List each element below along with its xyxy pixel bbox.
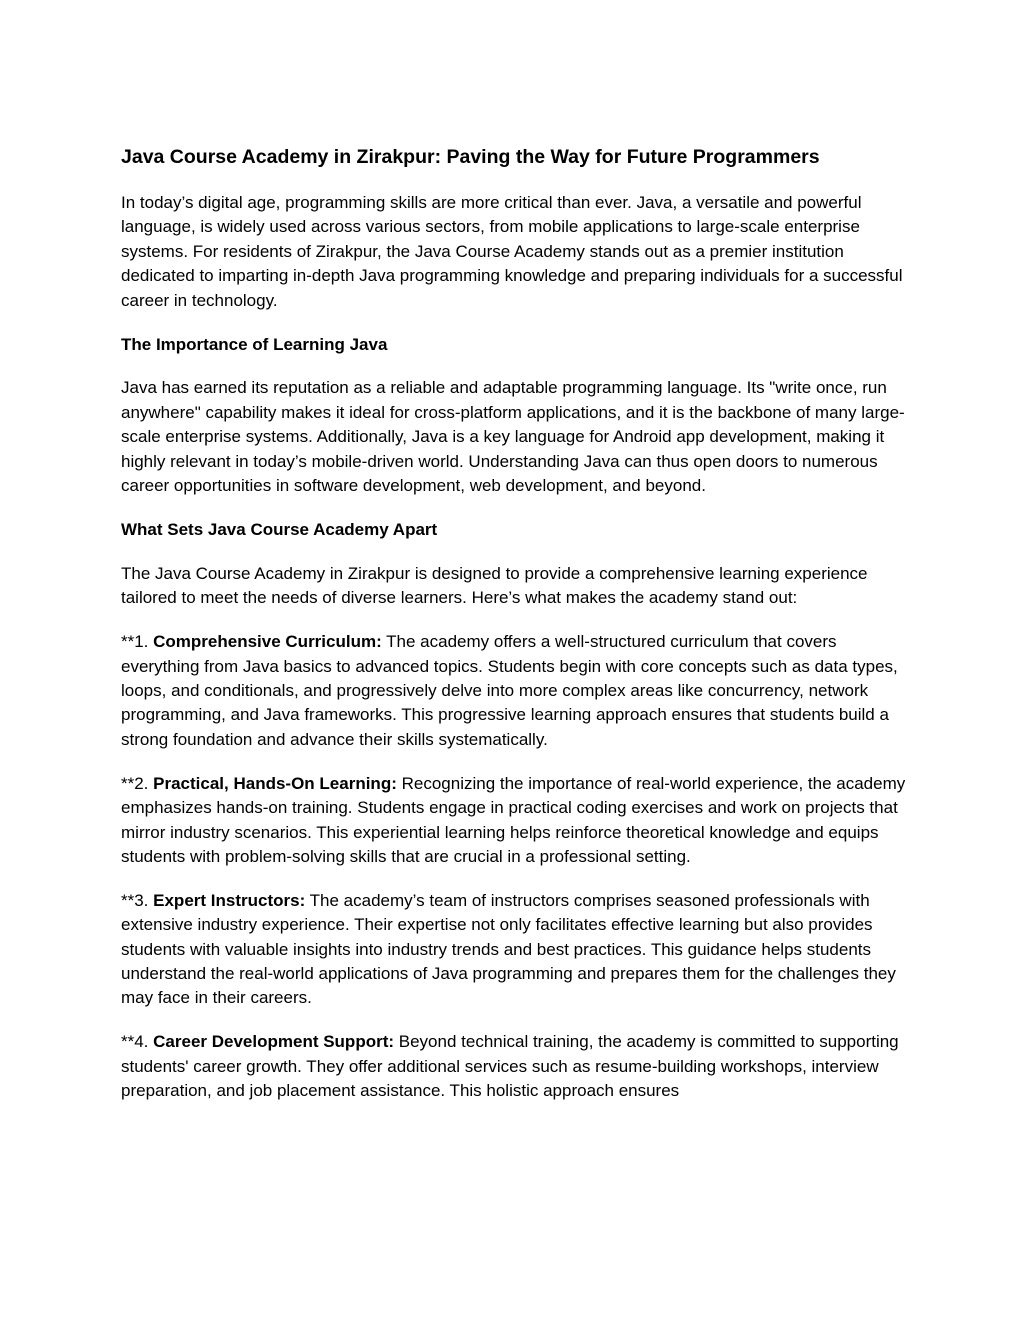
section-heading-importance: The Importance of Learning Java — [121, 334, 388, 354]
list-item-career-support — [121, 1030, 911, 1103]
intro-paragraph: In today’s digital age, programming skills are more critical than ever. Java, a versatile and powerful language, is widely used across various sectors, from mobile applications to large-scale enterprise systems. For residents of Zirakpur, the Java Course Academy stands out as a premier institution dedicated to imparting in-depth Java programming knowledge and preparing individuals for a successful career in technology. — [121, 193, 903, 310]
list-item-curriculum — [121, 630, 911, 752]
item-text: Beyond technical training, the academy is committed to supporting students' career growth. They offer additional services such as resume-building workshops, interview preparation, and job placement assistance. This holistic approach ensures — [121, 1032, 899, 1101]
list-item-hands-on — [121, 772, 911, 870]
item-prefix: **2. — [121, 773, 154, 793]
item-text: The academy’s team of instructors comprises seasoned professionals with extensive industry experience. Their expertise not only facilitates effective learning but also provides students with valuable insights into industry trends and best practices. This guidance helps students understand the real-world applications of Java programming and prepares them for the challenges they may face in their careers. — [121, 890, 896, 1008]
importance-paragraph: Java has earned its reputation as a reliable and adaptable programming language. Its "write once, run anywhere" capability makes it ideal for cross-platform applications, and it is the backbone of many large-scale enterprise systems. Additionally, Java is a key language for Android app development, making it highly relevant in today’s mobile-driven world. Understanding Java can thus open doors to numerous career opportunities in software development, web development, and beyond. — [121, 378, 905, 496]
item-lead: Expert Instructors: — [153, 890, 306, 910]
item-lead: Comprehensive Curriculum: — [153, 632, 382, 652]
apart-paragraph: The Java Course Academy in Zirakpur is designed to provide a comprehensive learning experience tailored to meet the needs of diverse learners. Here’s what makes the academy stand out: — [121, 563, 868, 608]
item-text: Recognizing the importance of real-world experience, the academy emphasizes hands-on training. Students engage in practical coding exercises and work on projects that mirror industry scenarios. This experiential learning helps reinforce theoretical knowledge and equips students with problem-solving skills that are crucial in a professional setting. — [121, 773, 906, 866]
list-item-instructors — [121, 889, 911, 1011]
item-text: The academy offers a well-structured curriculum that covers everything from Java basics to advanced topics. Students begin with core concepts such as data types, loops, and conditionals, and progressively delve into more complex areas like concurrency, network programming, and Java frameworks. This progressive learning approach ensures that students build a strong foundation and advance their skills systematically. — [121, 632, 898, 749]
section-heading-apart: What Sets Java Course Academy Apart — [121, 519, 438, 539]
item-prefix: **1. — [121, 632, 154, 652]
item-lead: Practical, Hands-On Learning: — [153, 773, 397, 793]
item-prefix: **4. — [121, 1032, 154, 1052]
document-title: Java Course Academy in Zirakpur: Paving the Way for Future Programmers — [121, 146, 820, 168]
item-prefix: **3. — [121, 890, 154, 910]
item-lead: Career Development Support: — [153, 1032, 395, 1052]
document-page — [121, 144, 911, 1123]
